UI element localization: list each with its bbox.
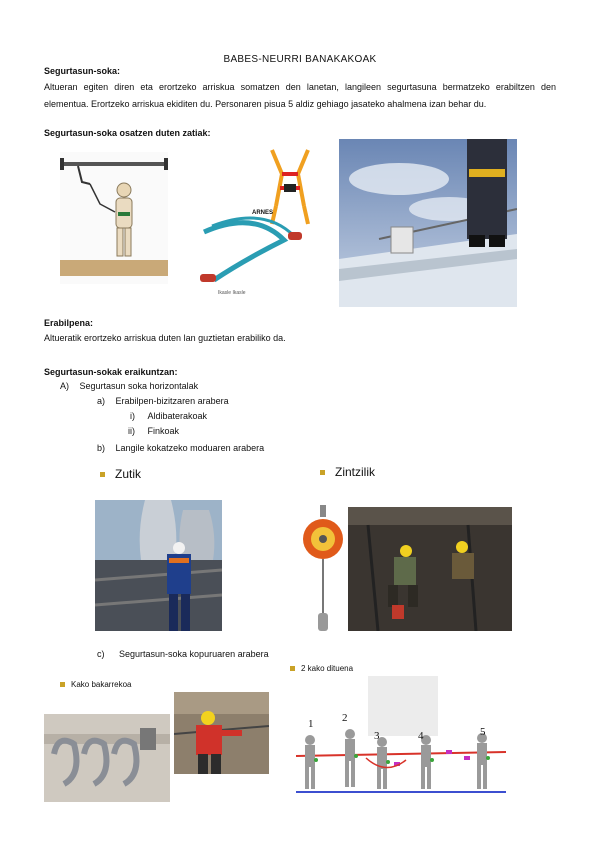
bullet-square-icon bbox=[100, 472, 105, 477]
list-item-i bbox=[130, 411, 207, 421]
red-worker-photo bbox=[174, 692, 269, 774]
bullet-square-icon bbox=[320, 470, 325, 475]
bi-kako-label: 2 kako dituena bbox=[301, 664, 354, 673]
zutik-photo bbox=[95, 500, 222, 631]
parts-heading: Segurtasun-soka osatzen duten zatiak: bbox=[44, 128, 211, 138]
zintzilik-label: Zintzilik bbox=[335, 465, 376, 479]
list-item-c bbox=[97, 649, 269, 659]
zutik-bullet bbox=[100, 467, 141, 481]
list-label: Segurtasun-soka kopuruaren arabera bbox=[119, 649, 269, 659]
list-label: Segurtasun soka horizontalak bbox=[79, 381, 199, 391]
lanyard-caption: Ikasle Ikasle bbox=[218, 290, 246, 296]
lifeline-diagram-image bbox=[60, 152, 168, 284]
kako-bakarrekoa-label: Kako bakarrekoa bbox=[71, 680, 132, 689]
bi-kako-bullet bbox=[290, 664, 353, 673]
definition-heading: Segurtasun-soka: bbox=[44, 66, 121, 76]
list-label: Erabilpen-bizitzaren arabera bbox=[115, 396, 229, 406]
diagram-number: 1 bbox=[308, 718, 314, 730]
usage-heading: Erabilpena: bbox=[44, 318, 94, 328]
list-marker: ii) bbox=[128, 426, 135, 436]
roof-worker-photo bbox=[339, 139, 517, 307]
list-item-b bbox=[97, 443, 264, 453]
diagram-number: 2 bbox=[342, 712, 348, 724]
page-title: BABES-NEURRI BANAKAKOAK bbox=[223, 54, 377, 65]
retractor-device-image bbox=[302, 505, 344, 633]
list-marker: i) bbox=[130, 411, 135, 421]
types-heading: Segurtasun-sokak eraikuntzan: bbox=[44, 367, 178, 377]
diagram-number: 5 bbox=[480, 726, 486, 738]
zintzilik-bullet bbox=[320, 465, 375, 479]
list-label: Finkoak bbox=[147, 426, 180, 436]
list-label: Langile kokatzeko moduaren arabera bbox=[115, 443, 265, 453]
definition-text: Altueran egiten diren eta erortzeko arriskua somatzen den lanetan, langileen segurtasuna bermatzeko erabiltzen den elementua. Erortzeko arriskua ekiditen du. Personaren pisua 5 aldiz gehiago jasateko ahalmena izan behar du. bbox=[44, 82, 556, 109]
diagram-number: 4 bbox=[418, 730, 424, 742]
harness-lanyard-image bbox=[184, 140, 324, 298]
diagram-number: 3 bbox=[374, 730, 380, 742]
list-item-A bbox=[60, 381, 198, 391]
usage-text: Altueratik erortzeko arriskua duten lan guztietan erabiliko da. bbox=[44, 333, 286, 343]
list-marker: c) bbox=[97, 649, 105, 659]
bullet-square-icon bbox=[60, 682, 65, 687]
two-hook-diagram bbox=[296, 676, 506, 798]
zutik-label: Zutik bbox=[115, 467, 142, 481]
list-item-ii bbox=[128, 426, 179, 436]
list-item-a bbox=[97, 396, 229, 406]
list-marker: A) bbox=[60, 381, 69, 391]
list-label: Aldibaterakoak bbox=[147, 411, 208, 421]
list-marker: a) bbox=[97, 396, 106, 406]
bullet-square-icon bbox=[290, 666, 295, 671]
list-marker: b) bbox=[97, 443, 106, 453]
harness-label: ARNES bbox=[252, 210, 274, 216]
zintzilik-photo bbox=[348, 507, 512, 631]
kako-bakarrekoa-bullet bbox=[60, 680, 131, 689]
hooks-photo bbox=[44, 714, 170, 802]
